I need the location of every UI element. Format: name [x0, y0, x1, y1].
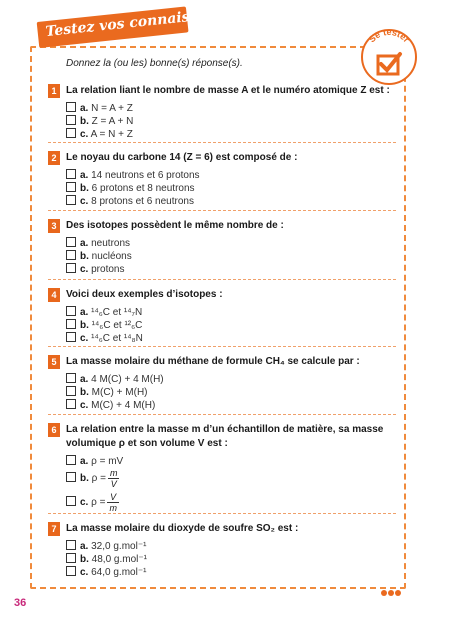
- option-text: 32,0 g.mol⁻¹: [91, 541, 147, 552]
- question-text: Des isotopes possèdent le même nombre de :: [66, 220, 284, 231]
- option-letter: c.: [80, 196, 89, 207]
- checkbox[interactable]: [66, 399, 76, 409]
- option-letter: a.: [80, 238, 89, 249]
- option-text: Z = A + N: [91, 116, 134, 127]
- option-6-1[interactable]: [66, 455, 123, 468]
- question-separator: [48, 346, 396, 347]
- checkbox[interactable]: [66, 553, 76, 563]
- option-1-3[interactable]: [66, 128, 133, 141]
- option-letter: a.: [80, 541, 89, 552]
- badge-label: Se tester: [366, 27, 412, 45]
- checkbox[interactable]: [66, 319, 76, 329]
- question-separator: [48, 210, 396, 211]
- option-2-1[interactable]: [66, 169, 200, 182]
- fraction: [107, 492, 119, 513]
- option-text: neutrons: [91, 238, 131, 249]
- question-text: Voici deux exemples d’isotopes :: [66, 289, 223, 300]
- checkbox[interactable]: [66, 455, 76, 465]
- fraction-denominator: m: [109, 503, 117, 513]
- option-4-1[interactable]: [66, 306, 142, 319]
- checkbox[interactable]: [66, 566, 76, 576]
- section-banner: [37, 3, 243, 48]
- checkbox[interactable]: [66, 115, 76, 125]
- option-text: A = N + Z: [90, 129, 133, 140]
- question-text: La masse molaire du dioxyde de soufre SO₂ est :: [66, 523, 299, 534]
- checkbox[interactable]: [66, 128, 76, 138]
- option-text: N = A + Z: [91, 103, 133, 114]
- option-letter: b.: [80, 554, 89, 565]
- page-number: 36: [14, 597, 27, 609]
- checkbox[interactable]: [66, 195, 76, 205]
- question-number: 7: [48, 522, 60, 536]
- option-text: ρ =: [91, 473, 106, 485]
- checkbox[interactable]: [66, 386, 76, 396]
- fraction-numerator: V: [107, 492, 119, 503]
- option-letter: b.: [80, 473, 89, 485]
- option-2-2[interactable]: [66, 182, 195, 195]
- option-letter: b.: [80, 387, 89, 398]
- checkbox[interactable]: [66, 263, 76, 273]
- option-3-2[interactable]: [66, 250, 132, 263]
- option-3-3[interactable]: [66, 263, 124, 276]
- option-7-2[interactable]: [66, 553, 147, 566]
- option-letter: b.: [80, 320, 89, 331]
- question-text: La relation entre la masse m d’un échantillon de matière, sa masse volumique ρ et son volume V est :: [66, 424, 384, 449]
- option-letter: a.: [80, 103, 89, 114]
- question-number: 6: [48, 423, 60, 437]
- instruction-text: Donnez la (ou les) bonne(s) réponse(s).: [66, 58, 243, 69]
- decorative-dots: [380, 583, 401, 601]
- option-6-2[interactable]: [66, 468, 119, 489]
- option-text: 14 neutrons et 6 protons: [91, 170, 200, 181]
- fraction-denominator: V: [110, 479, 117, 489]
- option-text: ¹⁴₆C et ¹²₆C: [91, 320, 143, 331]
- option-text: ¹⁴₆C et ¹⁴₈N: [91, 333, 143, 344]
- fraction: [108, 468, 120, 489]
- checkbox[interactable]: [66, 102, 76, 112]
- checkbox[interactable]: [66, 332, 76, 342]
- question-number: 3: [48, 219, 60, 233]
- option-5-3[interactable]: [66, 399, 155, 412]
- question-separator: [48, 279, 396, 280]
- option-text: 6 protons et 8 neutrons: [91, 183, 195, 194]
- question-separator: [48, 142, 396, 143]
- option-letter: c.: [80, 497, 89, 509]
- option-5-2[interactable]: [66, 386, 148, 399]
- option-letter: c.: [80, 264, 89, 275]
- option-4-2[interactable]: [66, 319, 142, 332]
- checkbox[interactable]: [66, 250, 76, 260]
- option-letter: a.: [80, 307, 89, 318]
- option-letter: c.: [80, 129, 89, 140]
- checkbox[interactable]: [66, 169, 76, 179]
- checkbox[interactable]: [66, 237, 76, 247]
- banner-title: Testez vos connaissances: [44, 3, 243, 41]
- option-5-1[interactable]: [66, 373, 164, 386]
- option-text: 8 protons et 6 neutrons: [91, 196, 194, 207]
- question-separator: [48, 414, 396, 415]
- option-text: 64,0 g.mol⁻¹: [91, 567, 147, 578]
- option-text: ρ =: [91, 497, 106, 509]
- option-letter: b.: [80, 183, 89, 194]
- checkbox[interactable]: [66, 540, 76, 550]
- option-text: nucléons: [91, 251, 132, 262]
- question-number: 5: [48, 355, 60, 369]
- option-letter: b.: [80, 116, 89, 127]
- option-letter: a.: [80, 170, 89, 181]
- option-text: M(C) + 4 M(H): [91, 400, 156, 411]
- option-letter: c.: [80, 567, 89, 578]
- option-1-2[interactable]: [66, 115, 133, 128]
- option-text: 4 M(C) + 4 M(H): [91, 374, 164, 385]
- option-text: M(C) + M(H): [91, 387, 148, 398]
- question-separator: [48, 513, 396, 514]
- checkbox[interactable]: [66, 306, 76, 316]
- option-3-1[interactable]: [66, 237, 130, 250]
- option-letter: a.: [80, 374, 89, 385]
- question-number: 1: [48, 84, 60, 98]
- option-letter: c.: [80, 400, 89, 411]
- option-letter: c.: [80, 333, 89, 344]
- checkbox[interactable]: [66, 472, 76, 482]
- fraction-numerator: m: [109, 468, 118, 478]
- question-number: 2: [48, 151, 60, 165]
- option-7-1[interactable]: [66, 540, 146, 553]
- question-text: La masse molaire du méthane de formule CH₄ se calcule par :: [66, 356, 360, 367]
- se-tester-badge-icon: [358, 26, 420, 88]
- checkbox[interactable]: [66, 496, 76, 506]
- question-text: La relation liant le nombre de masse A et le numéro atomique Z est :: [66, 85, 390, 96]
- option-4-3[interactable]: [66, 332, 143, 345]
- option-letter: b.: [80, 251, 89, 262]
- option-text: ¹⁴₆C et ¹⁴₇N: [91, 307, 143, 318]
- option-6-3[interactable]: [66, 492, 119, 513]
- option-7-3[interactable]: [66, 566, 146, 579]
- option-2-3[interactable]: [66, 195, 194, 208]
- checkbox[interactable]: [66, 373, 76, 383]
- option-1-1[interactable]: [66, 102, 133, 115]
- question-number: 4: [48, 288, 60, 302]
- option-text: 48,0 g.mol⁻¹: [91, 554, 147, 565]
- checkbox[interactable]: [66, 182, 76, 192]
- option-text: ρ = mV: [91, 456, 124, 467]
- option-text: protons: [91, 264, 125, 275]
- question-text: Le noyau du carbone 14 (Z = 6) est composé de :: [66, 152, 298, 163]
- option-letter: a.: [80, 456, 89, 467]
